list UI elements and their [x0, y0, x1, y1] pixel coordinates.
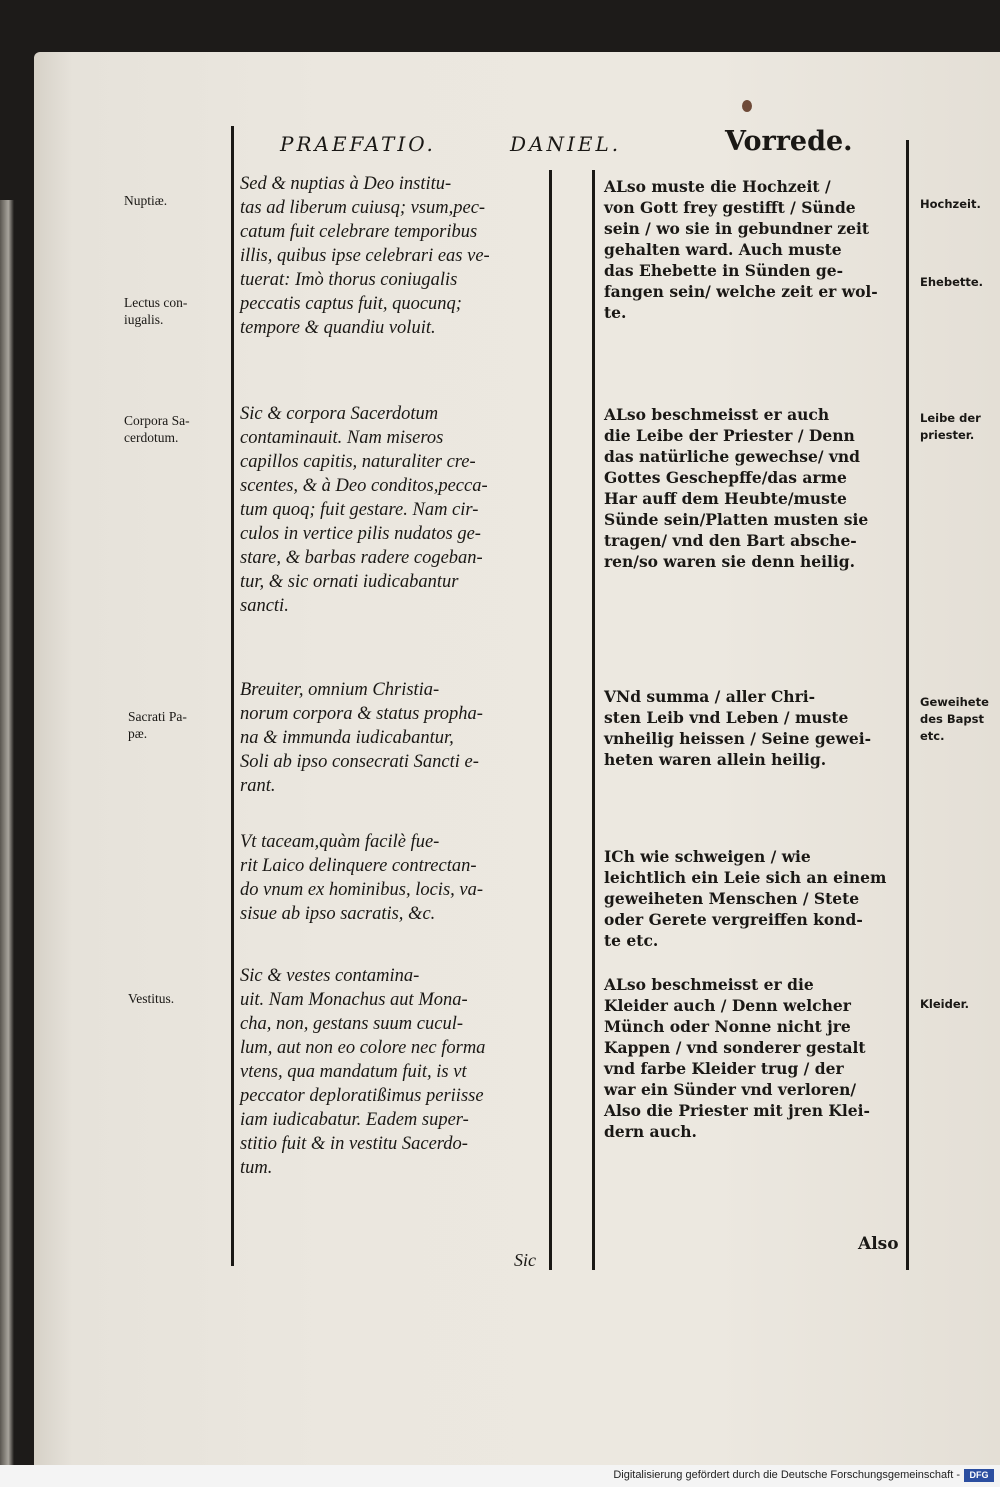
german-paragraph: ICh wie schweigen / wie leichtlich ein Leie sich an einem geweiheten Menschen / Stete oder Gerete vergreiffen kond- te etc.: [604, 847, 887, 950]
german-paragraph: VNd summa / aller Chri- sten Leib vnd Leben / muste vnheilig heissen / Seine gewei- heten waren allein heilig.: [604, 687, 872, 769]
margin-note-left: Nuptiæ.: [124, 193, 168, 208]
margin-note-right: Leibe der priester.: [920, 411, 981, 442]
latin-paragraph: Vt taceam,quàm facilè fue- rit Laico delinquere contrectan- do vnum ex hominibus, locis, va- sisue ab ipso sacratis, &c.: [240, 832, 484, 924]
ink-smudge: [742, 100, 752, 112]
margin-note-left: Sacrati Pa- pæ.: [128, 709, 187, 741]
dfg-logo: DFG: [964, 1469, 994, 1482]
header-german: Vorrede.: [725, 126, 853, 157]
latin-paragraph: Breuiter, omnium Christia- norum corpora & status propha- na & immunda iudicabantur, Soli ab ipso consecrati Sancti e- rant.: [240, 680, 483, 796]
catchword-latin: Sic: [514, 1250, 536, 1270]
margin-note-left: Corpora Sa- cerdotum.: [124, 413, 190, 445]
catchword-german: Also: [858, 1234, 899, 1254]
german-paragraph: ALso beschmeisst er die Kleider auch / Denn welcher Münch oder Nonne nicht jre Kappen / vnd sonderer gestalt vnd farbe Kleider trug / der war ein Sünder vnd verloren/ Also die Priester mit jren Klei- dern auch.: [604, 975, 870, 1141]
column-rule-center-right: [592, 170, 595, 1270]
header-latin-right: DANIEL.: [510, 132, 622, 156]
margin-note-left: Vestitus.: [128, 991, 175, 1006]
column-rule-center-left: [549, 170, 552, 1270]
german-paragraph: ALso beschmeisst er auch die Leibe der Priester / Denn das natürliche gewechse/ vnd Gottes Geschepffe/das arme Har auff dem Heubte/muste Sünde sein/Platten musten sie tragen/ vnd den Bart absche- ren/so waren sie denn heilig.: [604, 405, 869, 571]
header-latin-left: PRAEFATIO.: [280, 132, 436, 156]
margin-note-right: Hochzeit.: [920, 197, 981, 211]
footer-credit: Digitalisierung gefördert durch die Deutsche Forschungsgemeinschaft -: [613, 1469, 960, 1481]
margin-note-right: Ehebette.: [920, 275, 984, 289]
latin-paragraph: Sic & vestes contamina- uit. Nam Monachus aut Mona- cha, non, gestans suum cucul- lum, aut non eo colore nec forma vtens, qua mandatum fuit, is vt peccator deploratißimus periisse iam iudicabatur. Eadem super- stitio fuit & in vestitu Sacerdo- tum.: [240, 966, 486, 1178]
latin-paragraph: Sed & nuptias à Deo institu- tas ad liberum cuiusq; vsum,pec- catum fuit celebrare temporibus illis, quibus ipse celebrari eas ve- tuerat: Imò thorus coniugalis peccatis captus fuit, quocunq; tempore & quandiu voluit.: [240, 174, 490, 338]
margin-note-right: Geweihete des Bapst etc.: [920, 695, 989, 743]
page-edge-shadow: [0, 200, 14, 1465]
footer-bar: [0, 1465, 1000, 1487]
column-rule-right: [906, 140, 909, 1270]
german-paragraph: ALso muste die Hochzeit / von Gott frey gestifft / Sünde sein / wo sie in gebundner zeit gehalten ward. Auch muste das Ehebette in Sünden ge- fangen sein/ welche zeit er wol- te.: [604, 177, 878, 322]
margin-note-right: Kleider.: [920, 997, 970, 1011]
column-rule-left: [231, 126, 234, 1266]
margin-note-left: Lectus con- iugalis.: [124, 295, 188, 327]
running-header: [280, 126, 853, 166]
latin-paragraph: Sic & corpora Sacerdotum contaminauit. Nam miseros capillos capitis, naturaliter cre- scentes, & à Deo conditos,pecca- tum quoq; fuit gestare. Nam cir- culos in vertice pilis nudatos ge- stare, & barbas radere cogeban- tur, & sic ornati iudicabantur sancti.: [240, 404, 488, 616]
